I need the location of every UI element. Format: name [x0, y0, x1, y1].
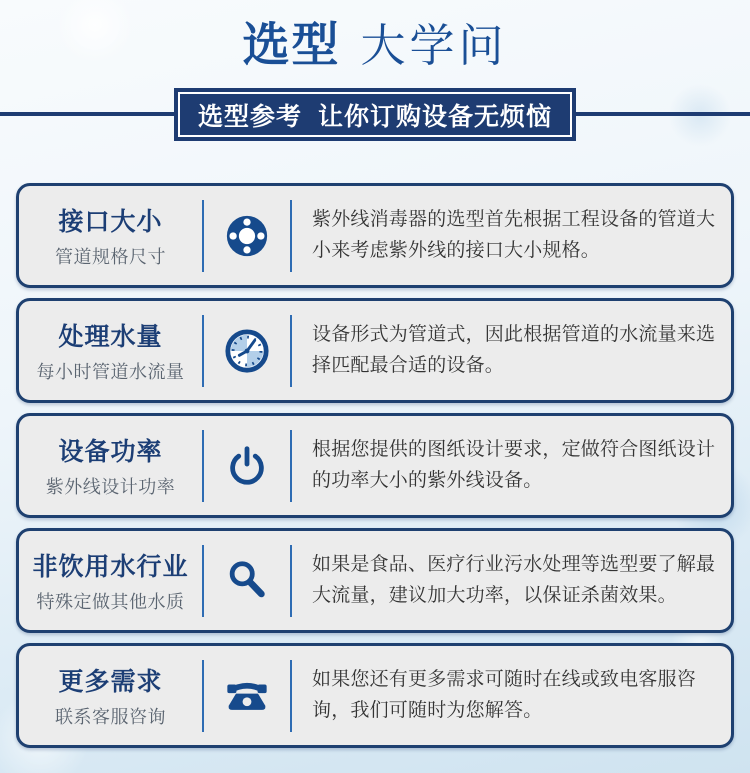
- card-subtitle: 紫外线设计功率: [45, 477, 176, 497]
- card-heading: [19, 547, 202, 614]
- card-heading: [19, 202, 202, 269]
- page-title-sub: 大学问: [360, 20, 508, 71]
- card-description: 设备形式为管道式，因此根据管道的水流量来选择匹配最合适的设备。: [312, 323, 716, 376]
- page-title: [0, 16, 750, 75]
- card-title: 非饮用水行业: [32, 553, 189, 581]
- card-more-needs: [16, 643, 734, 748]
- banner-zone: [0, 88, 750, 141]
- telephone-icon: [204, 673, 290, 719]
- banner-text: 选型参考 让你订购设备无烦恼: [198, 102, 552, 131]
- banner: [174, 88, 576, 141]
- card-pipe-size: [16, 183, 734, 288]
- card-subtitle: 特殊定做其他水质: [36, 592, 185, 612]
- card-description: 如果您还有更多需求可随时在线或致电客服咨询，我们可随时为您解答。: [312, 668, 697, 721]
- card-flow-rate: [16, 298, 734, 403]
- card-heading: [19, 432, 202, 499]
- card-description: 如果是食品、医疗行业污水处理等选型要了解最大流量，建议加大功率，以保证杀菌效果。: [312, 553, 716, 606]
- card-subtitle: 管道规格尺寸: [55, 247, 166, 267]
- card-non-drinking-water: [16, 528, 734, 633]
- card-heading: [19, 662, 202, 729]
- power-icon: [204, 443, 290, 489]
- flange-icon: [204, 213, 290, 259]
- card-subtitle: 每小时管道水流量: [36, 362, 185, 382]
- page-header: [0, 0, 750, 141]
- card-power: [16, 413, 734, 518]
- magnifier-icon: [204, 558, 290, 604]
- card-description: 紫外线消毒器的选型首先根据工程设备的管道大小来考虑紫外线的接口大小规格。: [312, 208, 716, 261]
- card-list: [16, 183, 734, 748]
- card-title: 接口大小: [58, 208, 163, 236]
- card-subtitle: 联系客服咨询: [55, 707, 166, 727]
- page-title-main: 选型: [242, 18, 341, 71]
- gauge-clock-icon: [204, 328, 290, 374]
- card-title: 更多需求: [58, 668, 163, 696]
- card-heading: [19, 317, 202, 384]
- card-title: 处理水量: [58, 323, 163, 351]
- card-description: 根据您提供的图纸设计要求，定做符合图纸设计的功率大小的紫外线设备。: [312, 438, 716, 491]
- card-title: 设备功率: [58, 438, 163, 466]
